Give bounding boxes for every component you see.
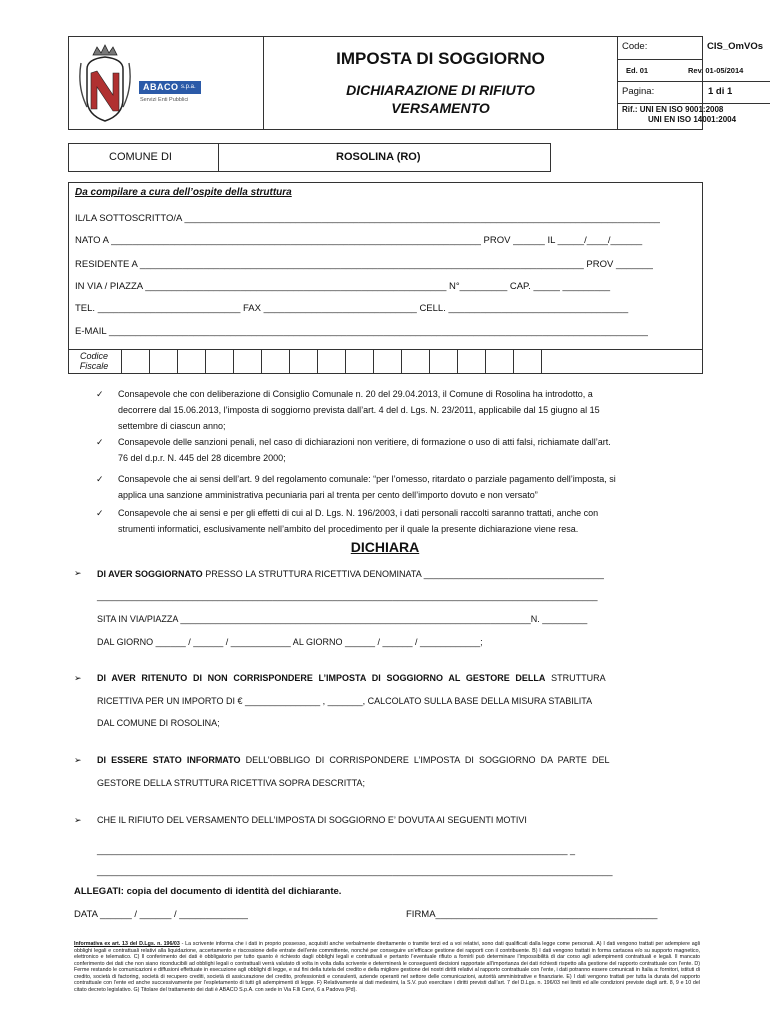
cf-cell[interactable] [149,350,178,374]
allegati: ALLEGATI: copia del documento di identità del dichiarante. [74,886,342,897]
item-ritenuto: DI AVER RITENUTO DI NON CORRISPONDERE L’IMPOSTA DI SOGGIORNO AL GESTORE DELLA STRUTTURA [97,673,606,683]
rif-line1: Rif.: UNI EN ISO 9001:2008 [622,105,724,114]
code-label: Code: [622,41,648,52]
logo-area [69,37,264,129]
arrow-bullet-icon: ➢ [74,755,82,765]
cf-cell[interactable] [541,350,570,374]
logo-suffix: s.p.a. [181,84,196,90]
motivi-line2[interactable]: _______________________________________________________________________________________________________ [97,866,613,876]
logo-text: ABACO [143,82,179,92]
cf-cell[interactable] [177,350,206,374]
cf-cell[interactable] [513,350,542,374]
edition: Ed. 01 [626,66,649,75]
check-icon: ✓ [96,474,104,484]
coat-of-arms-icon [80,45,130,121]
guest-section [68,182,703,374]
check-item: Consapevole che ai sensi e per gli effetti di cui al D. Lgs. N. 196/2003, i dati personali raccolti saranno trattati, anche con strumenti informatici, esclusivamente nell’ambito del procedimento per il quale la presente dichiarazione viene resa. [118,508,599,534]
check-item: Consapevole delle sanzioni penali, nel caso di dichiarazioni non veritiere, di formazione o uso di atti falsi, richiamate dall’art. 76 del d.p.r. N. 445 del 28 dicembre 2000; [118,437,611,463]
item-soggiornato-line2[interactable]: ____________________________________________________________________________________________________ [97,591,598,601]
dichiara-heading: DICHIARA [350,539,420,555]
revision: Rev. 01-05/2014 [688,66,744,75]
firma-field[interactable]: FIRMA__________________________________________ [406,909,658,920]
item-motivi: CHE IL RIFIUTO DEL VERSAMENTO DELL’IMPOSTA DI SOGGIORNO E’ DOVUTA AI SEGUENTI MOTIVI [97,815,527,825]
guest-heading: Da compilare a cura dell’ospite della struttura [75,187,292,198]
field-email[interactable]: E-MAIL ______________________________________________________________________________________________________ [75,326,648,337]
subtitle-line1: DICHIARAZIONE DI RIFIUTO [346,82,535,98]
item-informato: DI ESSERE STATO INFORMATO DELL’OBBLIGO DI CORRISPONDERE L’IMPOSTA DI SOGGIORNO DA PARTE DEL [97,755,610,765]
check-icon: ✓ [96,508,104,518]
codice-fiscale-row [69,349,702,374]
cf-cell[interactable] [205,350,234,374]
cf-cell[interactable] [457,350,486,374]
data-field[interactable]: DATA ______ / ______ / _____________ [74,909,248,920]
cf-cell[interactable] [233,350,262,374]
cf-cell[interactable] [429,350,458,374]
motivi-line1[interactable]: ______________________________________________________________________________________________ _ [97,845,576,855]
field-sottoscritto[interactable]: IL/LA SOTTOSCRITTO/A __________________________________________________________________________________________ [75,213,660,224]
arrow-bullet-icon: ➢ [74,568,82,578]
field-residente[interactable]: RESIDENTE A ____________________________________________________________________________________ PROV _______ [75,259,653,270]
document-header [68,36,763,130]
field-tel[interactable]: TEL. ___________________________ FAX _____________________________ CELL. __________________________________ [75,303,629,314]
cf-cell[interactable] [485,350,514,374]
arrow-bullet-icon: ➢ [74,815,82,825]
item-sita[interactable]: SITA IN VIA/PIAZZA ______________________________________________________________________N. _________ [97,614,588,624]
header-title-block [264,37,617,129]
privacy-notice [74,941,700,993]
check-icon: ✓ [96,389,104,399]
logo-tagline: Servizi Enti Pubblici [140,97,189,103]
cf-cell[interactable] [373,350,402,374]
cf-label: Codice Fiscale [79,351,109,371]
field-via[interactable]: IN VIA / PIAZZA _________________________________________________________ N°_________ CAP. _____ _________ [75,281,611,292]
field-nato[interactable]: NATO A ______________________________________________________________________ PROV ______ IL _____/____/______ [75,235,643,246]
comune-label: COMUNE DI [109,151,172,163]
cf-cell[interactable] [317,350,346,374]
page-label: Pagina: [622,86,655,97]
cf-cell[interactable] [345,350,374,374]
cf-cell[interactable] [261,350,290,374]
check-item: Consapevole che ai sensi dell’art. 9 del regolamento comunale: “per l’omesso, ritardato o parziale pagamento dell’imposta, si applica una sanzione amministrativa pecuniaria pari al trenta per cento dell’importo dovuto e non versato” [118,474,616,500]
subtitle-line2: VERSAMENTO [391,100,490,116]
cf-cell[interactable] [121,350,150,374]
privacy-text: - La scrivente informa che i dati in proprio possesso, acquisiti anche verbalmente direttamente o tramite terzi ed a voi relativi, sono dati qualificati dalla legge come personali. A) I dati vengono trattati per adempiere agli obblighi legali e contrattuali relativi alla liquidazione, accertamento e riscossione delle entrate dell’ente committente, nonché per conseguire un’efficace gestione dei rapporti con il contribuente. B) I dati vengono trattati in forma cartacea e/o su supporto magnetico, elettronico e telematico. C) Il conferimento dei dati è obbligatorio per tutto quanto è richiesto dagli obblighi legali e contrattuali e pertanto l’eventuale rifiuto a fornirli può determinare l’impossibilità di dar corso agli adempimenti contrattuali e legali. Il mancato conferimento dei dati che non siano riconducibili ad obblighi legali o contrattuali verrà valutato di volta in volta dalla scrivente e determinerà le conseguenti decisioni rapportate all’importanza dei dati richiesti rispetto alla gestione del rapporto contrattuale con l’ente. D) Ferme restando le comunicazioni e diffusioni effettuate in esecuzione agli obblighi di legge, e sul fini della tutela del credito e della migliore gestione dei nostri diritti relativi al rapporto contrattuale con l’ente, i dati potranno essere comunicati in Italia a: fornitori, istituti di credito, società di factoring, società di recupero crediti, società di assicurazione del credito, professionisti e consulenti, aziende operanti nel settore delle comunicazioni, autorità amministrative e finanziarie. E) I dati vengono trattati per tutta la durata del rapporto contrattuale con l’ente ed anche successivamente per l’espletamento di tutti gli adempimenti di legge. F) Relativamente ai dati medesimi, la S.V. può esercitare i diritti previsti dall’art. 7 del D.Lgs. n. 196/03 nei limiti ed alle condizioni previste dagli artt. 8, 9 e 10 del citato decreto legislativo. G) Titolare del trattamento dei dati è ABACO S.p.A. con sede in Via F.lli Cervi, 6 a Padova (Pd). [74,941,700,993]
comune-value: ROSOLINA (RO) [336,151,421,163]
item-dal-giorno[interactable]: DAL GIORNO ______ / ______ / ____________ AL GIORNO ______ / ______ / ____________; [97,637,483,647]
cf-cell[interactable] [289,350,318,374]
page-value: 1 di 1 [708,86,733,97]
check-icon: ✓ [96,437,104,447]
rif-line2: UNI EN ISO 14001:2004 [648,115,737,124]
cf-cell[interactable] [401,350,430,374]
code-value: CIS_OmVOs [707,41,763,52]
arrow-bullet-icon: ➢ [74,673,82,683]
page-title: IMPOSTA DI SOGGIORNO [336,49,545,68]
item-importo[interactable]: RICETTIVA PER UN IMPORTO DI € _______________ , _______, CALCOLATO SULLA BASE DELLA MISURA STABILITA [97,696,593,706]
item-comune: DAL COMUNE DI ROSOLINA; [97,718,220,728]
privacy-title: Informativa ex art. 13 del D.Lgs. n. 196/03 [74,941,180,947]
check-item: Consapevole che con deliberazione di Consiglio Comunale n. 20 del 29.04.2013, il Comune di Rosolina ha introdotto, a decorrere dal 15.06.2013, l’imposta di soggiorno prevista dall’art. 4 del d. Lgs. N. 23/2011, applicabile dal 15 giugno al 15 settembre di ciascun anno; [118,389,600,431]
item-informato-line2: GESTORE DELLA STRUTTURA RICETTIVA SOPRA DESCRITTA; [97,778,366,788]
item-soggiornato[interactable]: DI AVER SOGGIORNATO PRESSO LA STRUTTURA RICETTIVA DENOMINATA ____________________________________ [97,569,604,579]
comune-box [68,143,551,172]
